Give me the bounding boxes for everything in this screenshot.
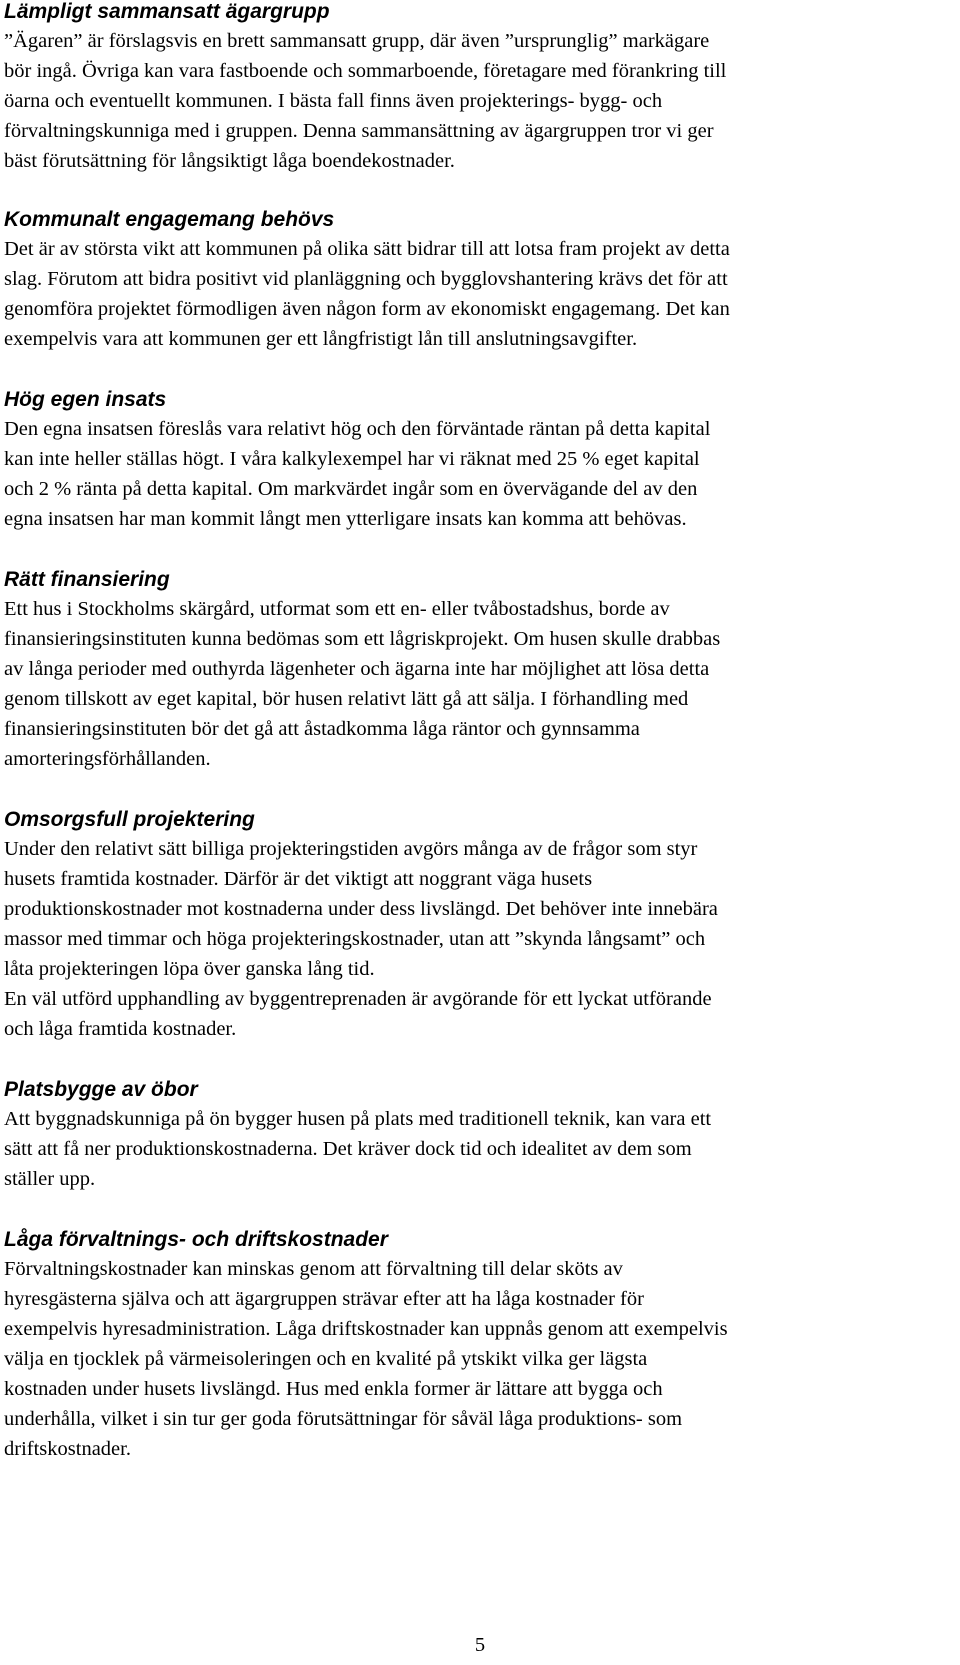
paragraph-line: Förvaltningskostnader kan minskas genom att förvaltning till delar sköts av [4, 1258, 623, 1280]
section-heading: Kommunalt engagemang behövs [4, 208, 335, 231]
paragraph-line: finansieringsinstituten bör det gå att åstadkomma låga räntor och gynnsamma [4, 718, 640, 740]
paragraph-line: egna insatsen har man kommit långt men ytterligare insats kan komma att behövas. [4, 508, 687, 530]
paragraph-line: sätt att få ner produktionskostnaderna. Det kräver dock tid och idealitet av dem som [4, 1138, 692, 1160]
paragraph-line: genom tillskott av eget kapital, bör husen relativt lätt gå att sälja. I förhandling med [4, 688, 689, 710]
section-paragraph [4, 594, 720, 774]
paragraph-line: underhålla, vilket i sin tur ger goda förutsättningar för såväl låga produktions- som [4, 1408, 683, 1430]
paragraph-line: finansieringsinstituten kunna bedömas som ett lågriskprojekt. Om husen skulle drabbas [4, 628, 721, 650]
paragraph-line: Det är av största vikt att kommunen på olika sätt bidrar till att lotsa fram projekt av detta [4, 238, 730, 260]
section-heading: Rätt finansiering [4, 568, 170, 591]
paragraph-line: ställer upp. [4, 1168, 96, 1190]
section-heading: Hög egen insats [4, 388, 167, 411]
paragraph-line: exempelvis hyresadministration. Låga driftskostnader kan uppnås genom att exempelvis [4, 1318, 728, 1340]
section-agargrupp [4, 0, 726, 176]
paragraph-line: bäst förutsättning för långsiktigt låga boendekostnader. [4, 150, 455, 172]
paragraph-line: Att byggnadskunniga på ön bygger husen på plats med traditionell teknik, kan vara ett [4, 1108, 712, 1130]
page-number: 5 [474, 1634, 486, 1656]
paragraph-line: låta projekteringen löpa över ganska lång tid. [4, 958, 375, 980]
paragraph-line: öarna och eventuellt kommunen. I bästa fall finns även projekterings- bygg- och [4, 90, 663, 112]
paragraph-line: ”Ägaren” är förslagsvis en brett sammansatt grupp, där även ”ursprunglig” markägare [4, 30, 710, 52]
paragraph-line: amorteringsförhållanden. [4, 748, 211, 770]
paragraph-line: och 2 % ränta på detta kapital. Om markvärdet ingår som en övervägande del av den [4, 478, 698, 500]
section-heading: Låga förvaltnings- och driftskostnader [4, 1228, 388, 1251]
paragraph-line: av långa perioder med outhyrda lägenheter och ägarna inte har möjlighet att lösa detta [4, 658, 710, 680]
paragraph-line: husets framtida kostnader. Därför är det viktigt att noggrant väga husets [4, 868, 593, 890]
paragraph-line: bör ingå. Övriga kan vara fastboende och sommarboende, företagare med förankring till [4, 60, 727, 82]
paragraph-line: driftskostnader. [4, 1438, 131, 1460]
section-ratt-finansiering [4, 566, 720, 774]
paragraph-line: produktionskostnader mot kostnaderna under dess livslängd. Det behöver inte innebära [4, 898, 718, 920]
paragraph-line: välja en tjocklek på värmeisoleringen och en kvalité på ytskikt vilka ger lägsta [4, 1348, 648, 1370]
paragraph-line: och låga framtida kostnader. [4, 1018, 237, 1040]
section-paragraph [4, 26, 726, 176]
paragraph-line: slag. Förutom att bidra positivt vid planläggning och bygglovshantering krävs det för att [4, 268, 728, 290]
paragraph-line: förvaltningskunniga med i gruppen. Denna sammansättning av ägargruppen tror vi ger [4, 120, 714, 142]
paragraph-line: En väl utförd upphandling av byggentreprenaden är avgörande för ett lyckat utförande [4, 988, 712, 1010]
paragraph-line: exempelvis vara att kommunen ger ett långfristigt lån till anslutningsavgifter. [4, 328, 638, 350]
section-heading: Lämpligt sammansatt ägargrupp [4, 0, 330, 23]
paragraph-line: massor med timmar och höga projekteringskostnader, utan att ”skynda långsamt” och [4, 928, 706, 950]
section-heading: Platsbygge av öbor [4, 1078, 198, 1101]
section-paragraph [4, 834, 718, 1044]
section-paragraph [4, 414, 710, 534]
paragraph-line: Ett hus i Stockholms skärgård, utformat som ett en- eller tvåbostadshus, borde av [4, 598, 670, 620]
section-laga-forvaltningskostnader [4, 1226, 728, 1464]
section-heading: Omsorgsfull projektering [4, 808, 255, 831]
section-hog-egen-insats [4, 386, 710, 534]
paragraph-line: kan inte heller ställas högt. I våra kalkylexempel har vi räknat med 25 % eget kapital [4, 448, 700, 470]
section-paragraph [4, 234, 730, 354]
paragraph-line: Den egna insatsen föreslås vara relativt hög och den förväntade räntan på detta kapital [4, 418, 711, 440]
section-paragraph [4, 1104, 711, 1194]
paragraph-line: hyresgästerna själva och att ägargruppen strävar efter att ha låga kostnader för [4, 1288, 644, 1310]
paragraph-line: Under den relativt sätt billiga projekteringstiden avgörs många av de frågor som styr [4, 838, 698, 860]
section-omsorgsfull-projektering [4, 806, 718, 1044]
section-paragraph [4, 1254, 728, 1464]
paragraph-line: kostnaden under husets livslängd. Hus med enkla former är lättare att bygga och [4, 1378, 663, 1400]
section-kommunalt-engagemang [4, 206, 730, 354]
paragraph-line: genomföra projektet förmodligen även någon form av ekonomiskt engagemang. Det kan [4, 298, 730, 320]
section-platsbygge-av-obor [4, 1076, 711, 1194]
